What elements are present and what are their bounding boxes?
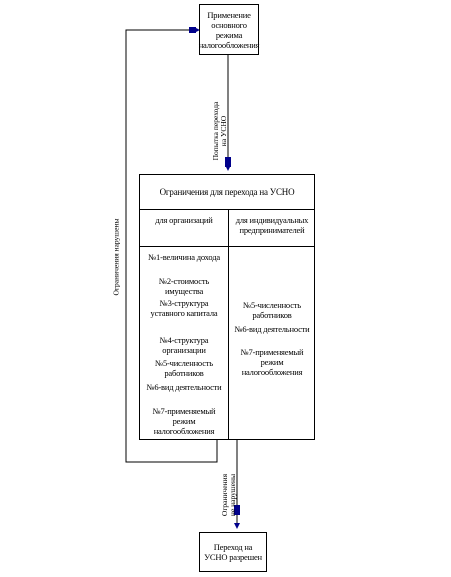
org-item: №4-структура организации xyxy=(159,335,209,355)
org-item: №3-структура уставного капитала xyxy=(150,298,218,318)
bottom-box-text: Переход на УСНО разрешен xyxy=(204,542,262,562)
org-item: №2-стоимость имущества xyxy=(158,276,210,296)
org-item: №5-численность работников xyxy=(155,358,213,378)
label-attempt xyxy=(212,101,230,161)
col-org-header: для организаций xyxy=(155,215,213,225)
label-not-violated-line2: не нарушены xyxy=(228,473,237,517)
main-box-title xyxy=(140,175,314,210)
connector-marker xyxy=(189,27,196,33)
label-attempt-line1: Попытка перехода xyxy=(211,101,220,161)
org-item: №6-вид деятельности xyxy=(146,382,222,392)
header-divider xyxy=(140,246,314,247)
column-divider xyxy=(228,209,229,439)
label-attempt-line2: на УСНО xyxy=(219,115,228,147)
label-not-violated-line1: Ограничения xyxy=(220,473,229,517)
ip-item: №7-применяемый режим налогообложения xyxy=(240,347,304,377)
org-item: №7-применяемый режим налогообложения xyxy=(152,406,216,436)
label-not-violated xyxy=(221,470,239,520)
main-box-restrictions xyxy=(139,174,315,440)
top-box-main-tax-regime xyxy=(199,4,259,55)
main-box-title-text: Ограничения для перехода на УСНО xyxy=(159,187,295,197)
label-violated xyxy=(111,218,122,296)
ip-item: №5-численность работников xyxy=(243,300,301,320)
top-box-text: Применение основного режима налогообложения xyxy=(198,9,260,50)
label-violated-text: Ограничения нарушены xyxy=(111,218,121,296)
org-item: №1-величина дохода xyxy=(148,252,220,262)
col-ip-header: для индивидуальных предпринимателей xyxy=(235,215,309,235)
bottom-box-switch-allowed xyxy=(199,532,267,572)
ip-item: №6-вид деятельности xyxy=(234,324,310,334)
